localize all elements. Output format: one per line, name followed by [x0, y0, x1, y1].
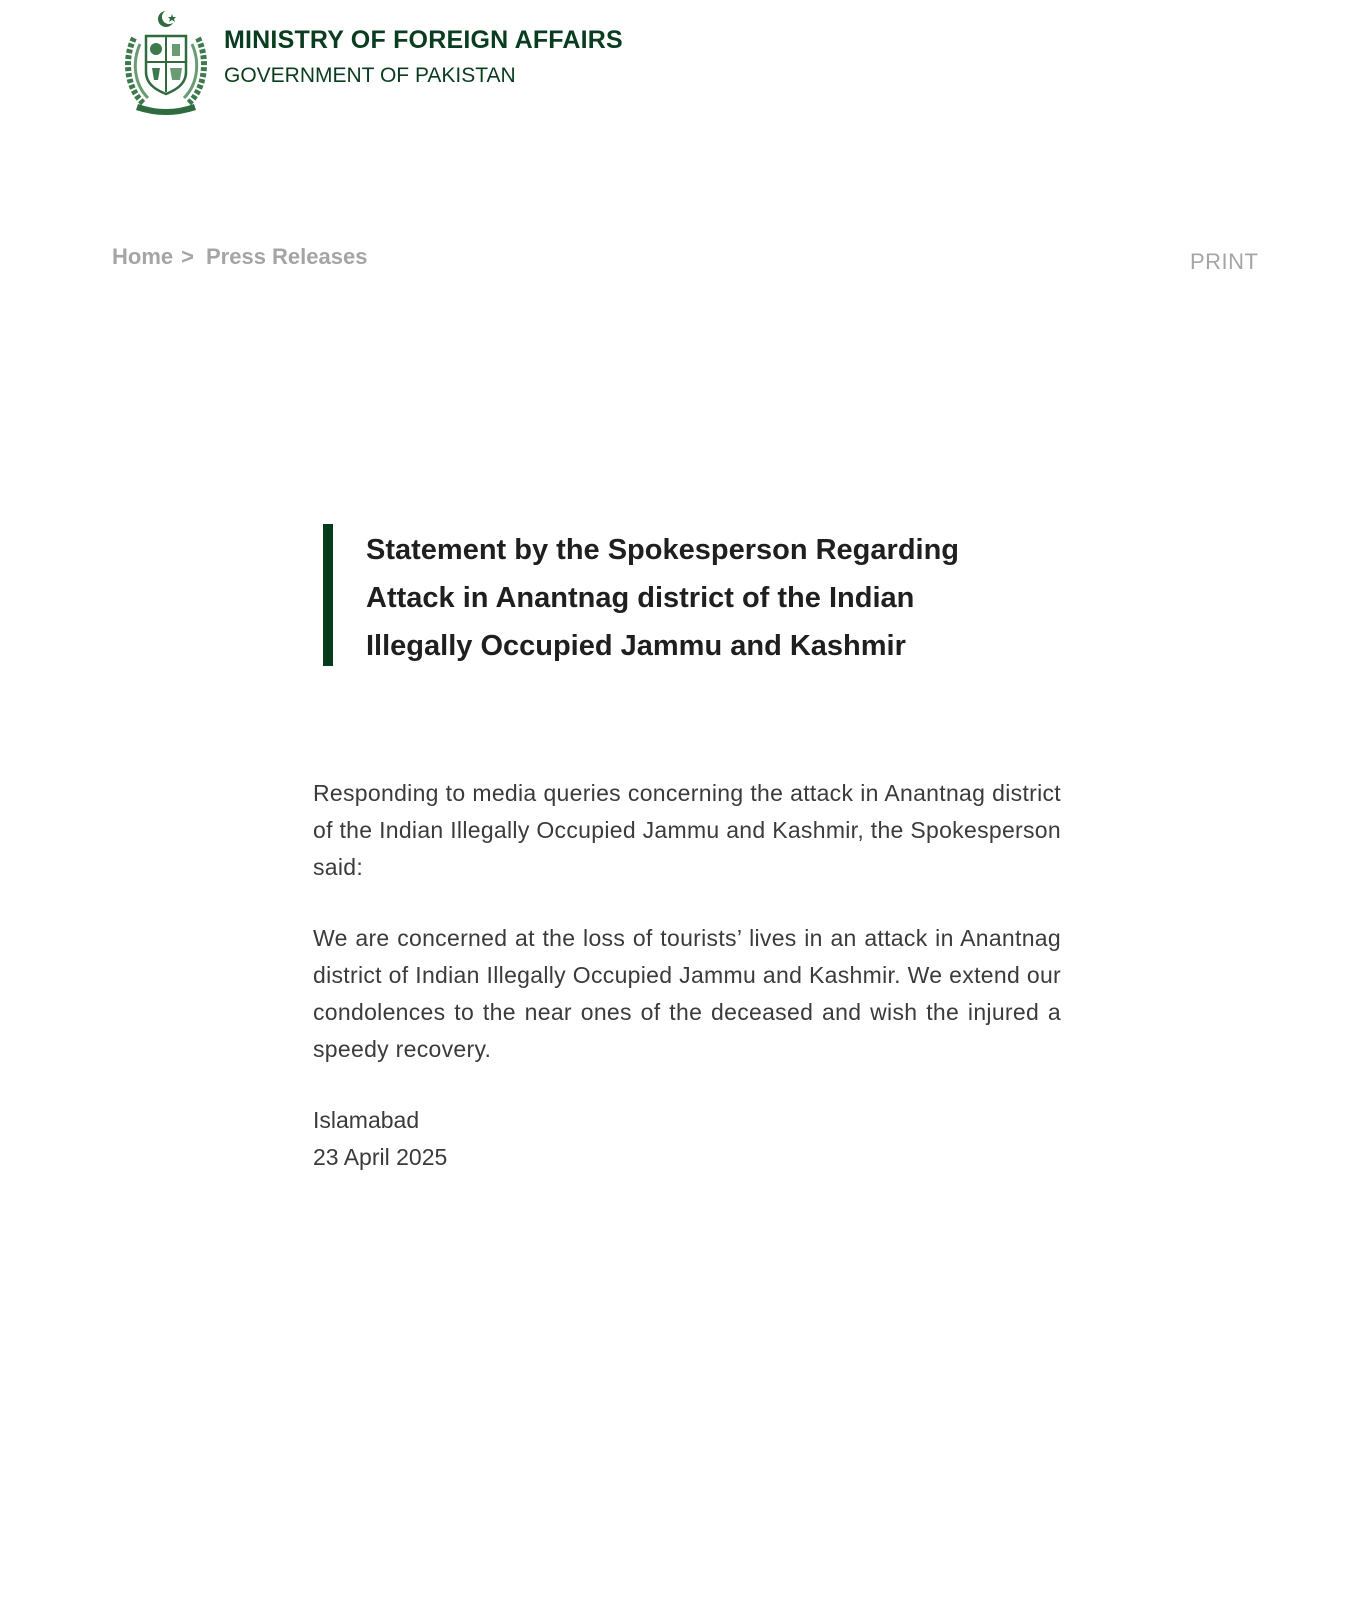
ministry-title: MINISTRY OF FOREIGN AFFAIRS: [224, 26, 623, 54]
article-body: [313, 775, 1061, 1176]
breadcrumb: [112, 244, 367, 270]
article-date: 23 April 2025: [313, 1144, 448, 1170]
title-accent-bar: [323, 524, 333, 666]
article-title-block: [323, 524, 1043, 666]
article-title: Statement by the Spokesperson Regarding Attack in Anantnag district of the Indian Illegally Occupied Jammu and Kashmir: [366, 534, 960, 662]
article-paragraph-1: Responding to media queries concerning the attack in Anantnag district of the Indian Illegally Occupied Jammu and Kashmir, the Spokesperson said:: [313, 780, 1061, 880]
site-header: [120, 10, 820, 120]
state-emblem-icon[interactable]: [120, 10, 212, 118]
article-paragraph-2: We are concerned at the loss of tourists’ lives in an attack in Anantnag district of Indian Illegally Occupied Jammu and Kashmir. We extend our condolences to the near ones of the deceased and wish the injured a speedy recovery.: [313, 925, 1061, 1062]
breadcrumb-home-link[interactable]: Home: [112, 244, 174, 269]
breadcrumb-separator: >: [181, 244, 194, 269]
breadcrumb-press-releases-link[interactable]: Press Releases: [205, 244, 368, 269]
article-place: Islamabad: [313, 1107, 420, 1133]
government-subtitle: GOVERNMENT OF PAKISTAN: [224, 64, 516, 87]
print-button[interactable]: PRINT: [1190, 249, 1259, 274]
